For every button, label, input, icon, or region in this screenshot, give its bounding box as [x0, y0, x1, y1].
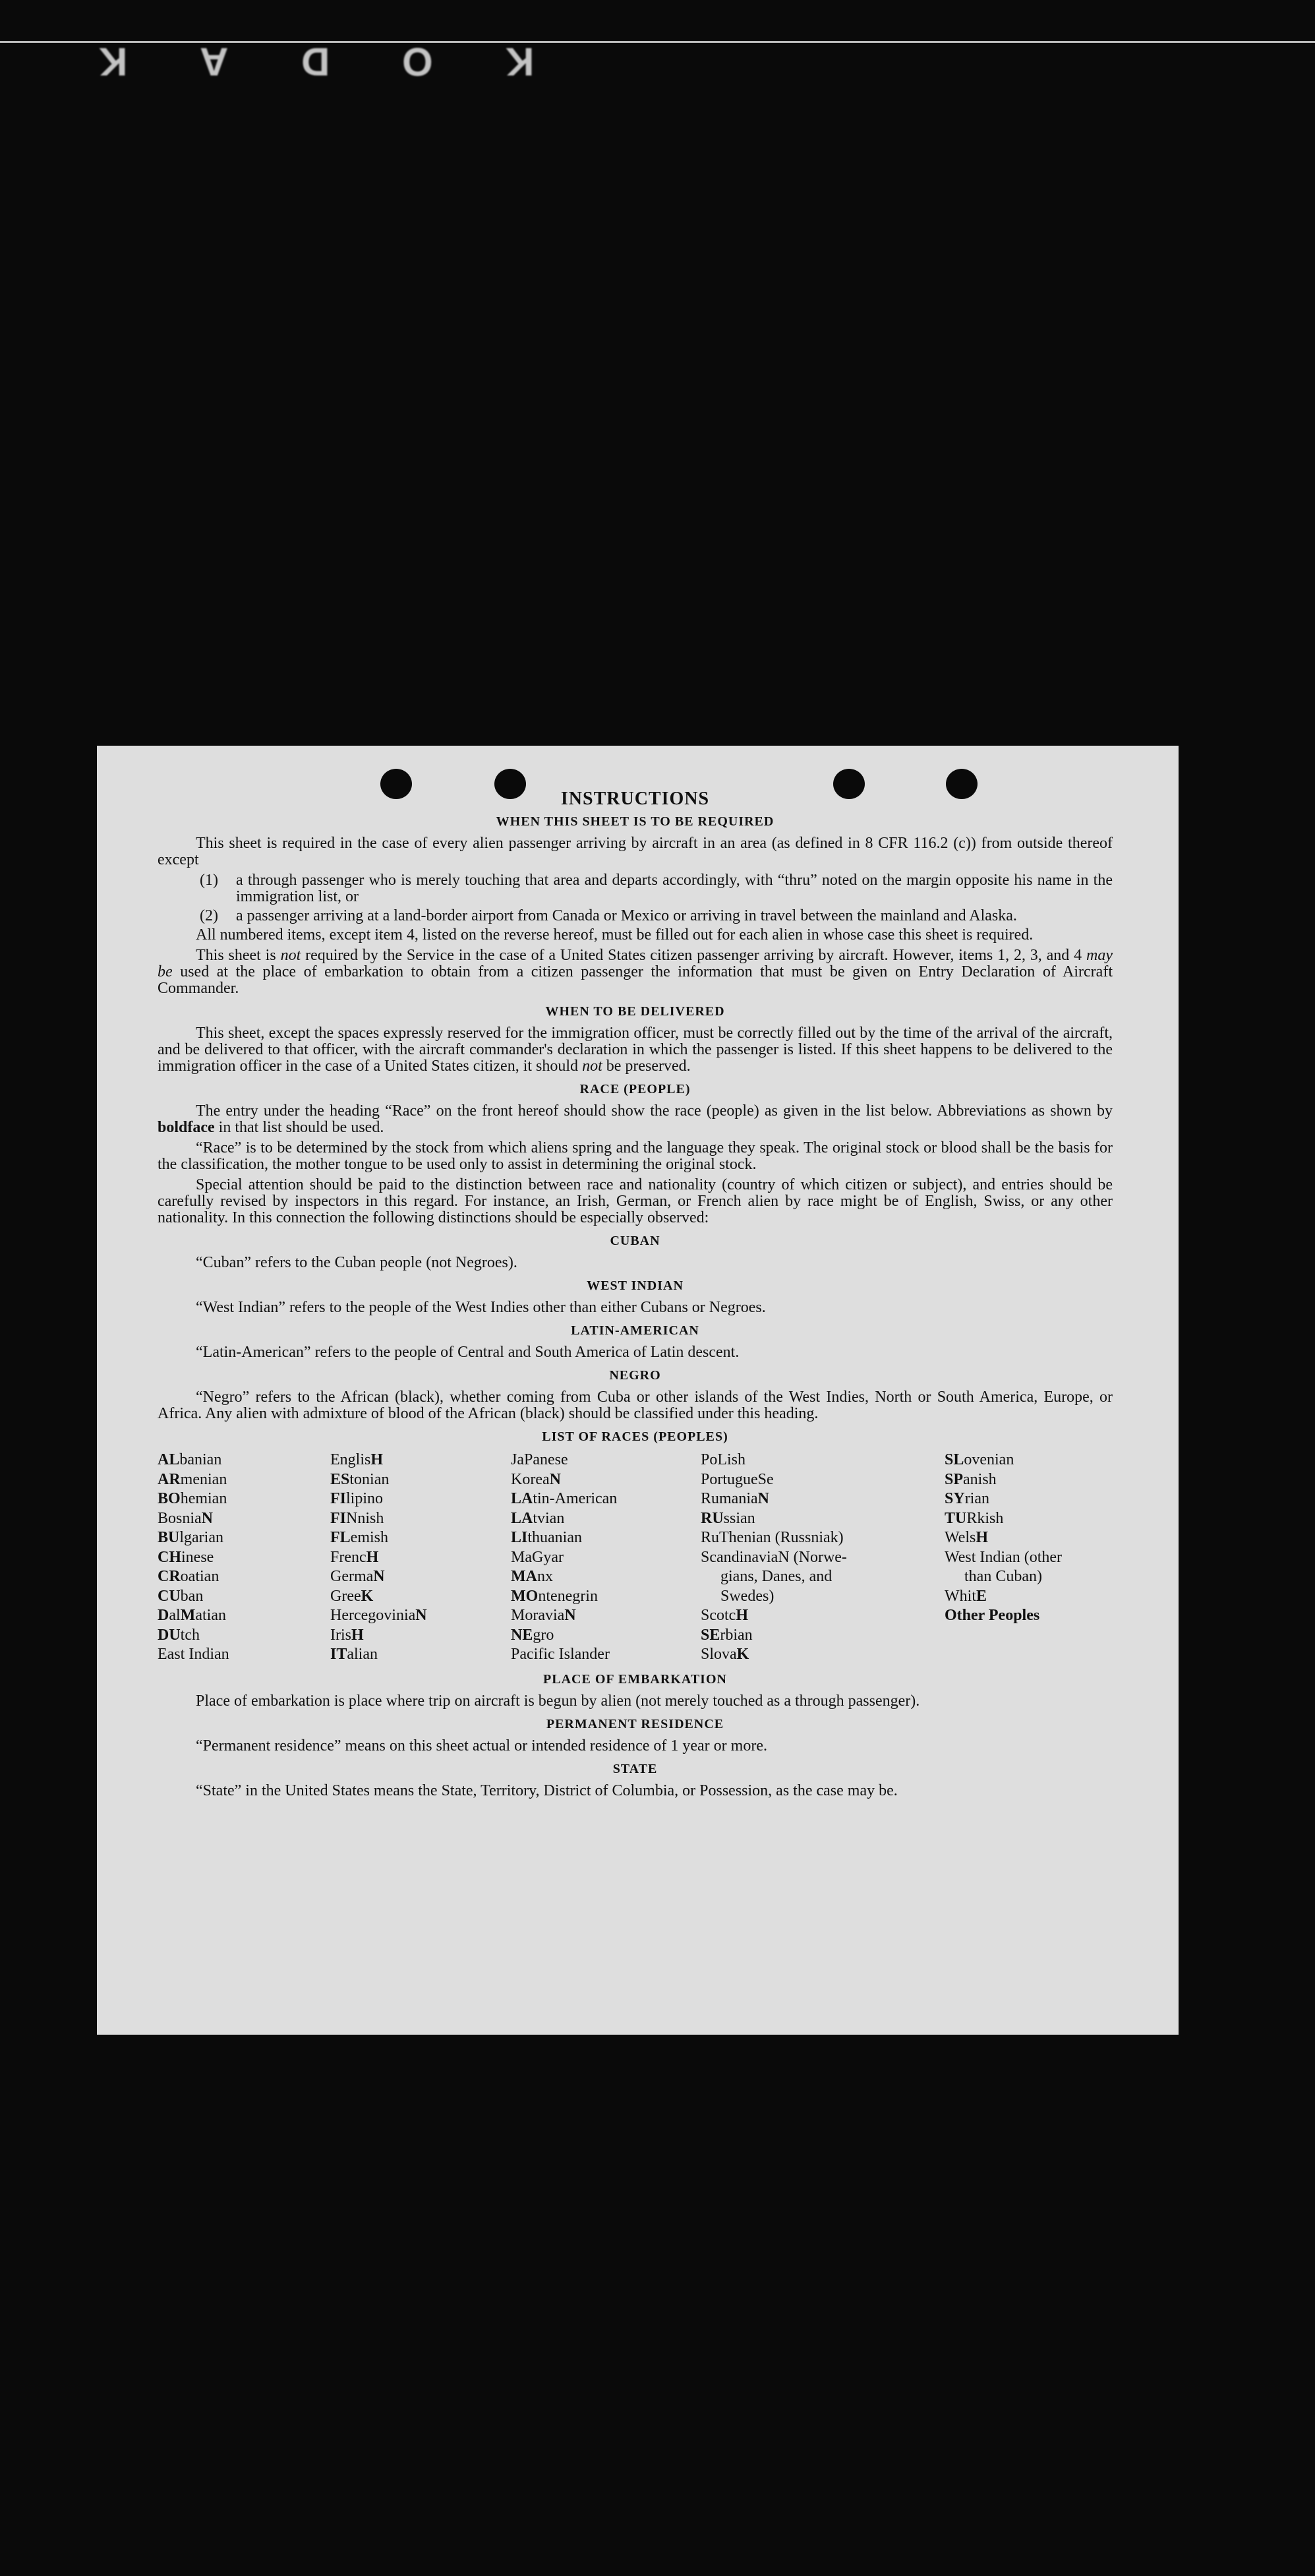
race-entry: WhitE — [945, 1587, 987, 1605]
paragraph: “Latin-American” refers to the people of Central and South America of Latin descent. — [196, 1344, 740, 1361]
race-entry: ARmenian — [158, 1470, 227, 1488]
race-entry: SLovenian — [945, 1451, 1014, 1468]
paragraph: This sheet, except the spaces expressly reserved for the immigration officer, must be correctly filled out by the time of the arrival of the aircraft, and be delivered to that officer, with the aircraft commander's declaration in which the passenger is listed. If this sheet happens to be delivered to the immigration officer in the case of a United States citizen, it should not be preserved. — [158, 1025, 1113, 1075]
paragraph: Place of embarkation is place where trip on aircraft is begun by alien (not merely touched as a through passenger). — [196, 1692, 920, 1710]
race-entry: EnglisH — [330, 1451, 384, 1468]
paragraph: This sheet is not required by the Service in the case of a United States citizen passenger arriving by aircraft. However, items 1, 2, 3, and 4 may be used at the place of embarkation to obtain from a citizen passenger the information that must be given on Entry Declaration of Aircraft Commander. — [158, 947, 1113, 997]
race-entry: CUban — [158, 1587, 204, 1605]
race-entry: MoraviaN — [511, 1607, 576, 1624]
paragraph: All numbered items, except item 4, listed on the reverse hereof, must be filled out for each alien in whose case this sheet is required. — [196, 926, 1034, 944]
race-entry: West Indian (other — [945, 1548, 1063, 1566]
section-heading: WHEN TO BE DELIVERED — [545, 1004, 725, 1019]
list-item: (1) a through passenger who is merely touching that area and departs accordingly, with “thru” noted on the margin opposite his name in the immigration list, or — [200, 872, 1113, 905]
race-entry: CHinese — [158, 1548, 214, 1566]
race-entry: NEgro — [511, 1626, 554, 1644]
edge-letter: K — [99, 40, 128, 84]
race-entry: MOntenegrin — [511, 1587, 598, 1605]
race-entry: KoreaN — [511, 1470, 561, 1488]
paragraph: “Negro” refers to the African (black), whether coming from Cuba or other islands of the West Indies, North or South America, Europe, or Africa. Any alien with admixture of blood of the African (black) should be classified under this heading. — [158, 1389, 1113, 1422]
paragraph: “State” in the United States means the State, Territory, District of Columbia, or Possession, as the case may be. — [196, 1782, 898, 1799]
section-heading: WEST INDIAN — [587, 1278, 684, 1293]
race-entry: FLemish — [330, 1529, 388, 1546]
paragraph: The entry under the heading “Race” on the front hereof should show the race (people) as given in the list below. Abbreviations as shown by boldface in that list should be used. — [158, 1102, 1113, 1136]
race-entry: than Cuban) — [964, 1568, 1042, 1585]
race-entry: East Indian — [158, 1646, 229, 1663]
paragraph: “Race” is to be determined by the stock from which aliens spring and the language they speak. The original stock or blood shall be the basis for the classification, the mother tongue to be used only to assist in determining the original stock. — [158, 1139, 1113, 1173]
race-entry: RuThenian (Russniak) — [701, 1529, 844, 1546]
races-column — [511, 1451, 701, 1665]
race-entry: MAnx — [511, 1568, 553, 1585]
race-entry: GreeK — [330, 1587, 374, 1605]
race-entry: GermaN — [330, 1568, 385, 1585]
section-heading: PLACE OF EMBARKATION — [543, 1671, 727, 1687]
edge-letter: O — [402, 40, 433, 84]
race-entry: LIthuanian — [511, 1529, 582, 1546]
race-entry: ALbanian — [158, 1451, 222, 1468]
race-entry: Swedes) — [720, 1587, 774, 1605]
paragraph: “Cuban” refers to the Cuban people (not Negroes). — [196, 1254, 517, 1271]
races-column — [158, 1451, 330, 1665]
paragraph: “West Indian” refers to the people of the West Indies other than either Cubans or Negroes. — [196, 1299, 766, 1316]
race-entry: PortugueSe — [701, 1470, 774, 1488]
edge-letter: A — [200, 40, 229, 84]
race-entry: Pacific Islander — [511, 1646, 610, 1663]
race-entry: WelsH — [945, 1529, 989, 1546]
section-heading: NEGRO — [609, 1368, 661, 1383]
race-entry: FrencH — [330, 1548, 379, 1566]
paragraph: This sheet is required in the case of every alien passenger arriving by aircraft in an area (as defined in 8 CFR 116.2 (c)) from outside thereof except — [158, 835, 1113, 868]
race-entry: LAtin-American — [511, 1490, 618, 1507]
race-entry: RUssian — [701, 1509, 755, 1527]
race-entry: DalMatian — [158, 1607, 226, 1624]
races-column — [945, 1451, 1113, 1665]
race-entry: SYrian — [945, 1490, 989, 1507]
section-heading: RACE (PEOPLE) — [579, 1082, 691, 1096]
section-heading: CUBAN — [610, 1234, 660, 1248]
race-entry: BUlgarian — [158, 1529, 223, 1546]
race-entry: RumaniaN — [701, 1490, 769, 1507]
races-table — [158, 1451, 1113, 1665]
page-title: INSTRUCTIONS — [560, 789, 710, 809]
race-entry: SErbian — [701, 1626, 753, 1644]
race-entry: BOhemian — [158, 1490, 227, 1507]
race-entry: JaPanese — [511, 1451, 568, 1468]
section-heading: STATE — [612, 1761, 658, 1776]
race-entry: ITalian — [330, 1646, 378, 1663]
paragraph: Special attention should be paid to the distinction between race and nationality (country of which citizen or subject), and entries should be carefully revised by inspectors in this regard. For instance, an Irish, German, or French alien by race might be of English, Swiss, or any other nationality. In this connection the following distinctions should be especially observed: — [158, 1176, 1113, 1226]
paragraph: “Permanent residence” means on this sheet actual or intended residence of 1 year or more. — [196, 1737, 767, 1754]
race-entry: ScandinaviaN (Norwe- — [701, 1548, 847, 1566]
race-entry: FINnish — [330, 1509, 384, 1527]
races-column — [701, 1451, 945, 1665]
race-entry: IrisH — [330, 1626, 364, 1644]
race-entry: LAtvian — [511, 1509, 565, 1527]
section-heading: WHEN THIS SHEET IS TO BE REQUIRED — [496, 814, 774, 829]
race-entry: TURkish — [945, 1509, 1004, 1527]
race-entry: BosniaN — [158, 1509, 214, 1527]
race-entry: EStonian — [330, 1470, 390, 1488]
document-page — [97, 746, 1179, 2035]
section-heading: LATIN-AMERICAN — [571, 1323, 699, 1338]
race-entry: PoLish — [701, 1451, 746, 1468]
race-entry: SPanish — [945, 1470, 997, 1488]
edge-letter: D — [301, 40, 330, 84]
race-entry: ScotcH — [701, 1607, 748, 1624]
section-heading: LIST OF RACES (PEOPLES) — [542, 1429, 728, 1444]
race-entry: gians, Danes, and — [720, 1568, 833, 1585]
race-entry: HercegoviniaN — [330, 1607, 427, 1624]
race-entry: MaGyar — [511, 1548, 564, 1566]
section-heading: PERMANENT RESIDENCE — [546, 1716, 724, 1731]
races-column — [330, 1451, 511, 1665]
race-entry: CRoatian — [158, 1568, 219, 1585]
edge-letter: K — [505, 40, 535, 84]
list-item: (2) a passenger arriving at a land-border airport from Canada or Mexico or arriving in travel between the mainland and Alaska. — [200, 907, 1017, 924]
race-entry: FIlipino — [330, 1490, 384, 1507]
race-entry: Other Peoples — [945, 1607, 1040, 1624]
instructions-body — [158, 791, 1113, 1803]
race-entry: DUtch — [158, 1626, 200, 1644]
race-entry: SlovaK — [701, 1646, 749, 1663]
film-edge-marking — [99, 38, 573, 84]
